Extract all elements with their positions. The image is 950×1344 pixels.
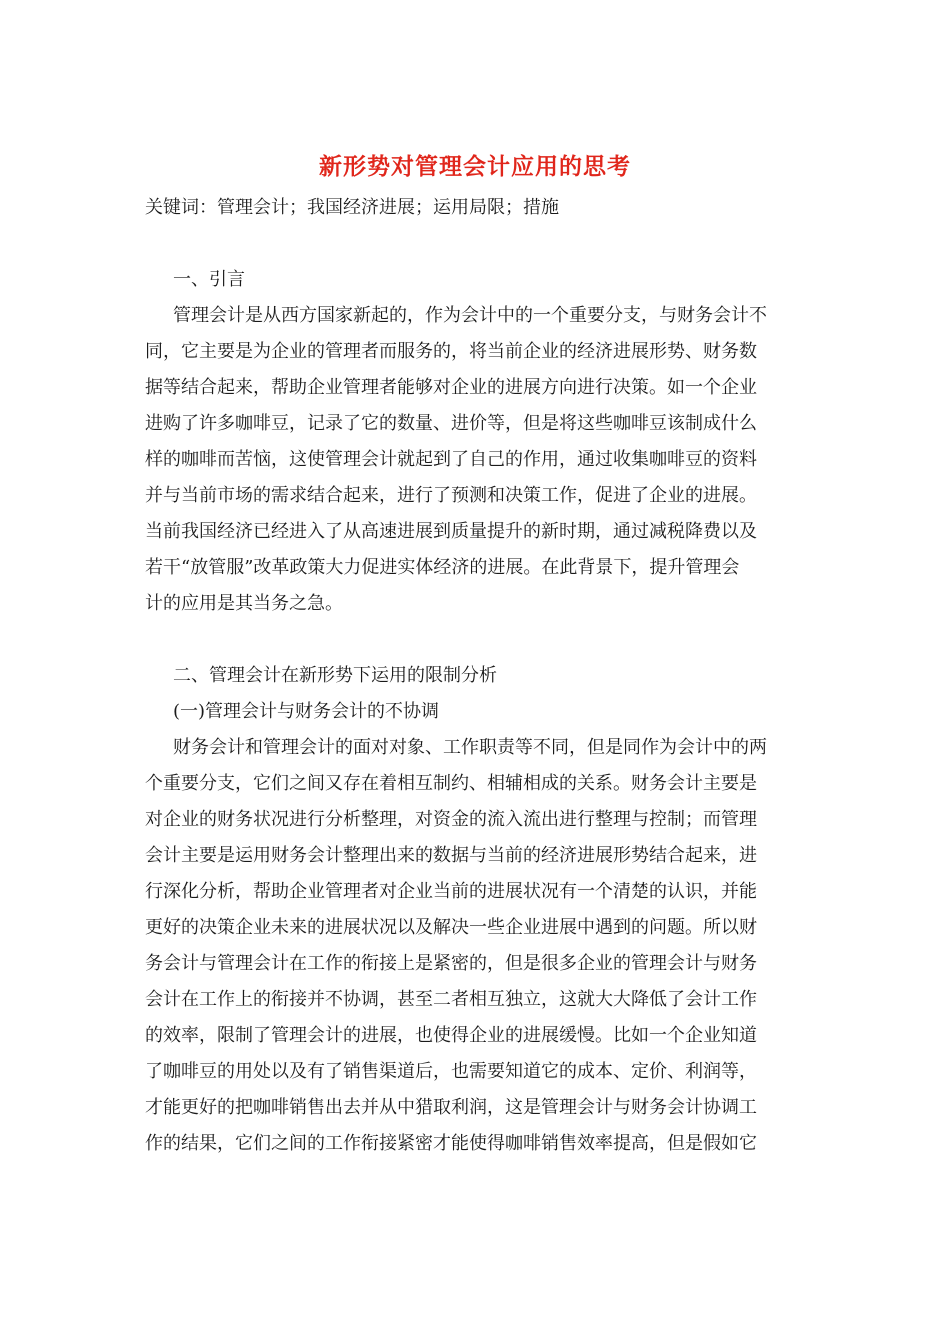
paragraph-line: 样的咖啡而苦恼，这使管理会计就起到了自己的作用，通过收集咖啡豆的资料 (145, 449, 757, 470)
paragraph-line: 才能更好的把咖啡销售出去并从中猎取利润，这是管理会计与财务会计协调工 (145, 1097, 757, 1118)
paragraph-line: 了咖啡豆的用处以及有了销售渠道后，也需要知道它的成本、定价、利润等， (145, 1061, 757, 1082)
section-heading-analysis: 二、管理会计在新形势下运用的限制分析 (173, 665, 497, 686)
paragraph-line: 同，它主要是为企业的管理者而服务的，将当前企业的经济进展形势、财务数 (145, 341, 757, 362)
paragraph-line: 计的应用是其当务之急。 (145, 593, 343, 614)
document-page (145, 150, 805, 1162)
paragraph-line: 作的结果，它们之间的工作衔接紧密才能使得咖啡销售效率提高，但是假如它 (145, 1133, 757, 1154)
paragraph-line: 并与当前市场的需求结合起来，进行了预测和决策工作，促进了企业的进展。 (145, 485, 757, 506)
spacer (145, 622, 805, 658)
paragraph-line: 对企业的财务状况进行分析整理，对资金的流入流出进行整理与控制；而管理 (145, 809, 757, 830)
paragraph-line: 的效率，限制了管理会计的进展，也使得企业的进展缓慢。比如一个企业知道 (145, 1025, 757, 1046)
document-title: 新形势对管理会计应用的思考 (319, 153, 631, 180)
subsection-heading: (一)管理会计与财务会计的不协调 (173, 701, 440, 722)
paragraph-line: 管理会计是从西方国家新起的，作为会计中的一个重要分支，与财务会计不 (173, 305, 767, 326)
paragraph-line: 若干“放管服”改革政策大力促进实体经济的进展。在此背景下，提升管理会 (145, 557, 740, 578)
paragraph-line: 行深化分析，帮助企业管理者对企业当前的进展状况有一个清楚的认识，并能 (145, 881, 757, 902)
spacer (145, 226, 805, 262)
paragraph-line: 更好的决策企业未来的进展状况以及解决一些企业进展中遇到的问题。所以财 (145, 917, 757, 938)
paragraph-line: 进购了许多咖啡豆，记录了它的数量、进价等，但是将这些咖啡豆该制成什么 (145, 413, 757, 434)
section-heading-intro: 一、引言 (173, 269, 245, 290)
paragraph-line: 务会计与管理会计在工作的衔接上是紧密的，但是很多企业的管理会计与财务 (145, 953, 757, 974)
paragraph-line: 个重要分支，它们之间又存在着相互制约、相辅相成的关系。财务会计主要是 (145, 773, 757, 794)
paragraph-line: 财务会计和管理会计的面对对象、工作职责等不同，但是同作为会计中的两 (173, 737, 767, 758)
paragraph-line: 据等结合起来，帮助企业管理者能够对企业的进展方向进行决策。如一个企业 (145, 377, 757, 398)
section-intro-body (145, 298, 805, 622)
keywords-line: 关键词：管理会计；我国经济进展；运用局限；措施 (145, 197, 559, 218)
paragraph-line: 会计主要是运用财务会计整理出来的数据与当前的经济进展形势结合起来，进 (145, 845, 757, 866)
paragraph-line: 会计在工作上的衔接并不协调，甚至二者相互独立，这就大大降低了会计工作 (145, 989, 757, 1010)
paragraph-line: 当前我国经济已经进入了从高速进展到质量提升的新时期，通过减税降费以及 (145, 521, 757, 542)
section-analysis-body (145, 730, 805, 1162)
